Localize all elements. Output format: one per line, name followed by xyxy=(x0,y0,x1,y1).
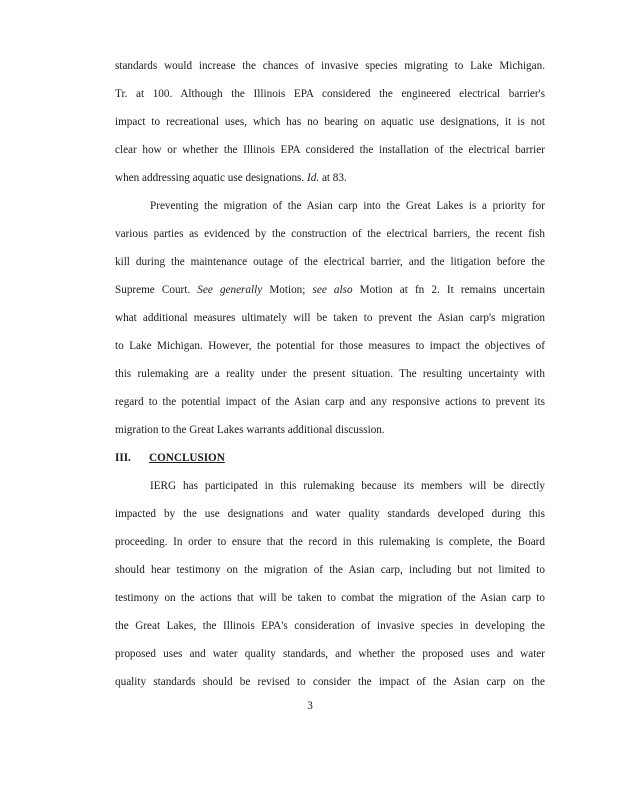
text-line: quality standards should be revised to consider the impact of the Asian carp on the xyxy=(115,676,545,688)
page-number: 3 xyxy=(307,700,313,712)
section-number: III. xyxy=(115,452,131,464)
text-line: testimony on the actions that will be taken to combat the migration of the Asian carp to xyxy=(115,592,545,604)
text-line: proceeding. In order to ensure that the record in this rulemaking is complete, the Board xyxy=(115,536,545,548)
text-line: Tr. at 100. Although the Illinois EPA considered the engineered electrical barrier's xyxy=(115,88,545,100)
text-line: the Great Lakes, the Illinois EPA's consideration of invasive species in developing the xyxy=(115,620,545,632)
text-line: what additional measures ultimately will be taken to prevent the Asian carp's migration xyxy=(115,312,545,324)
text-line: this rulemaking are a reality under the present situation. The resulting uncertainty with xyxy=(115,368,545,380)
citation-id: Id. xyxy=(307,172,320,184)
text-line: Supreme Court. See generally Motion; see also Motion at fn 2. It remains uncertain xyxy=(115,284,545,296)
text-line: when addressing aquatic use designations. Id. at 83. xyxy=(115,172,347,184)
text-line: clear how or whether the Illinois EPA considered the installation of the electrical barrier xyxy=(115,144,545,156)
text-line: kill during the maintenance outage of the electrical barrier, and the litigation before the xyxy=(115,256,545,268)
text-line: Preventing the migration of the Asian carp into the Great Lakes is a priority for xyxy=(150,200,545,212)
text-line: regard to the potential impact of the Asian carp and any responsive actions to prevent its xyxy=(115,396,545,408)
text-line: should hear testimony on the migration of the Asian carp, including but not limited to xyxy=(115,564,545,576)
text-line: impacted by the use designations and water quality standards developed during this xyxy=(115,508,545,520)
text-line: proposed uses and water quality standards, and whether the proposed uses and water xyxy=(115,648,545,660)
section-title: CONCLUSION xyxy=(149,452,225,464)
text-line: IERG has participated in this rulemaking because its members will be directly xyxy=(150,480,545,492)
text-line: various parties as evidenced by the construction of the electrical barriers, the recent fish xyxy=(115,228,545,240)
text-line: to Lake Michigan. However, the potential for those measures to impact the objectives of xyxy=(115,340,545,352)
text-line: standards would increase the chances of invasive species migrating to Lake Michigan. xyxy=(115,60,545,72)
section-heading xyxy=(115,451,225,465)
text-line: impact to recreational uses, which has no bearing on aquatic use designations, it is not xyxy=(115,116,545,128)
text-line: migration to the Great Lakes warrants additional discussion. xyxy=(115,424,385,436)
